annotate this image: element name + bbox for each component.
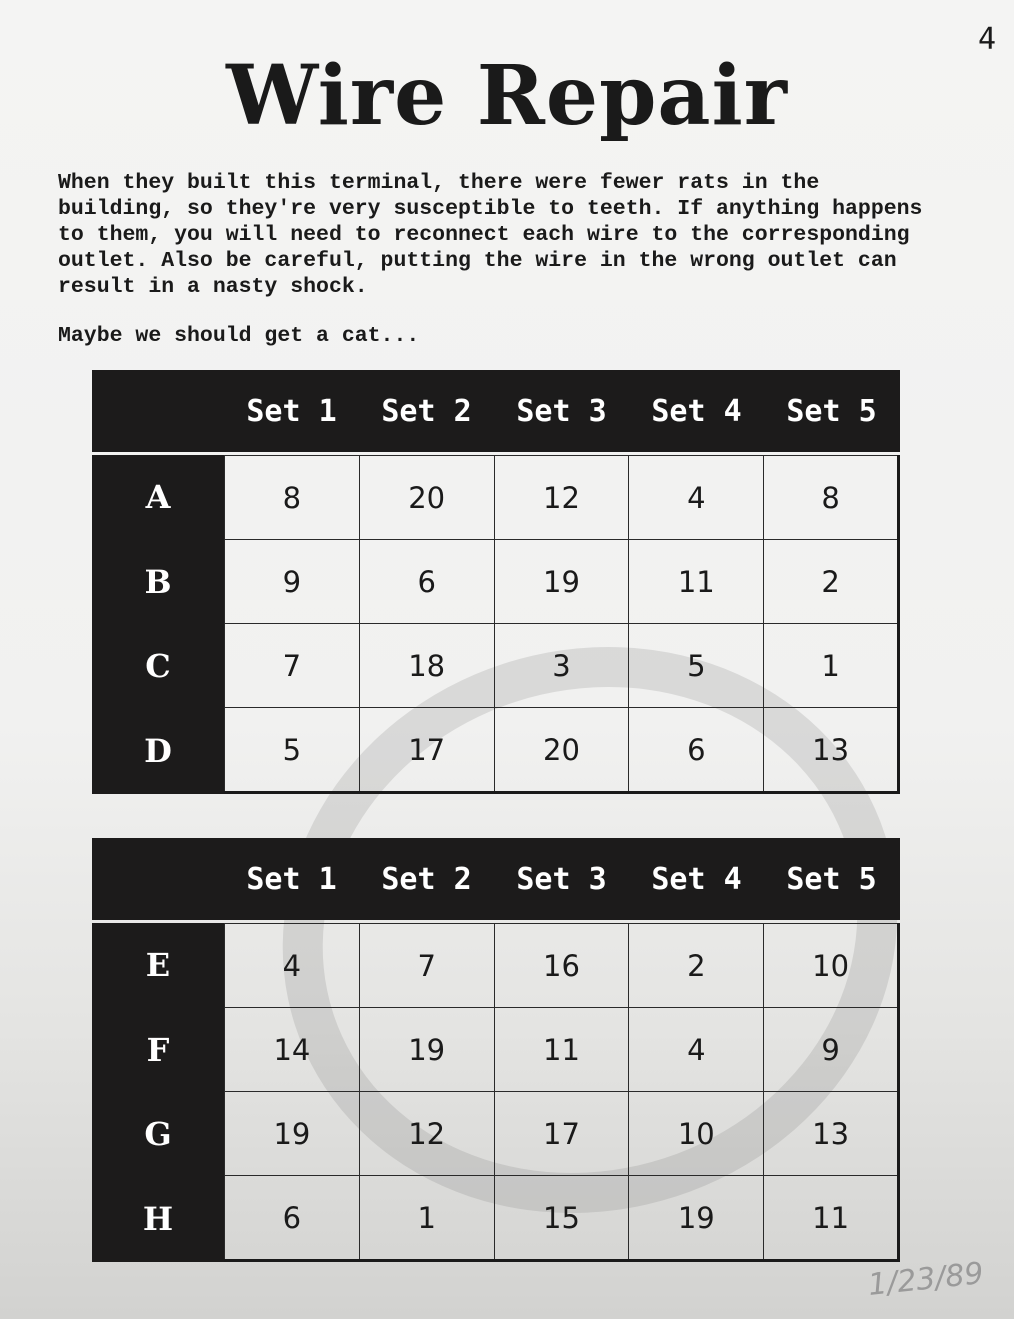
page-title: Wire Repair [226, 48, 788, 144]
table-cell: 19 [494, 540, 629, 624]
table-cell: 12 [494, 456, 629, 540]
handwritten-date: 1/23/89 [866, 1256, 986, 1303]
table-cell: 19 [359, 1008, 494, 1092]
column-header: Set 3 [516, 861, 607, 897]
table-cell: 2 [629, 924, 764, 1008]
header-corner [92, 838, 224, 920]
row-label: C [145, 647, 171, 686]
row-label: H [142, 1199, 174, 1238]
table-cell: 17 [359, 708, 494, 793]
column-header: Set 4 [651, 393, 742, 429]
table-cell: 4 [225, 924, 360, 1008]
table-row [225, 708, 899, 793]
table-cell: 7 [225, 624, 360, 708]
table-cell: 1 [359, 1176, 494, 1261]
table-cell: 9 [225, 540, 360, 624]
table-cell: 13 [764, 708, 899, 793]
column-header: Set 3 [516, 393, 607, 429]
table-cell: 19 [225, 1092, 360, 1176]
row-labels [92, 923, 224, 1262]
column-header: Set 5 [786, 393, 877, 429]
table-cell: 4 [629, 456, 764, 540]
table-cell: 11 [629, 540, 764, 624]
header-corner [92, 370, 224, 452]
table-row [225, 624, 899, 708]
table-row [225, 1176, 899, 1261]
table-cell: 16 [494, 924, 629, 1008]
table-row [225, 1092, 899, 1176]
table-header [92, 370, 900, 452]
column-header: Set 1 [246, 861, 337, 897]
table-cell: 12 [359, 1092, 494, 1176]
aside-note: Maybe we should get a cat... [58, 324, 420, 348]
table-cell: 8 [764, 456, 899, 540]
table-cell: 17 [494, 1092, 629, 1176]
table-cell: 11 [764, 1176, 899, 1261]
table-cell: 9 [764, 1008, 899, 1092]
table-cell: 3 [494, 624, 629, 708]
value-grid [224, 455, 900, 794]
column-header: Set 2 [381, 393, 472, 429]
table-cell: 14 [225, 1008, 360, 1092]
table-header [92, 838, 900, 920]
wire-table-2 [92, 838, 900, 1262]
table-cell: 10 [764, 924, 899, 1008]
row-label: F [146, 1030, 170, 1069]
table-cell: 7 [359, 924, 494, 1008]
table-row [225, 924, 899, 1008]
row-label: A [145, 478, 171, 517]
row-labels [92, 455, 224, 794]
intro-paragraph: When they built this terminal, there were fewer rats in the building, so they're very susceptible to teeth. If anything happens to them, you will need to reconnect each wire to the corresponding outlet. Also be careful, putting the wire in the wrong outlet can result in a nasty shock. [58, 171, 923, 299]
column-header: Set 5 [786, 861, 877, 897]
row-label: B [144, 562, 172, 601]
table-cell: 10 [629, 1092, 764, 1176]
table-row [225, 540, 899, 624]
table-row [225, 1008, 899, 1092]
table-cell: 11 [494, 1008, 629, 1092]
table-cell: 19 [629, 1176, 764, 1261]
wire-table-1 [92, 370, 900, 794]
row-label: E [145, 946, 171, 985]
table-cell: 20 [359, 456, 494, 540]
table-cell: 15 [494, 1176, 629, 1261]
table-cell: 4 [629, 1008, 764, 1092]
table-cell: 20 [494, 708, 629, 793]
table-cell: 18 [359, 624, 494, 708]
column-header: Set 2 [381, 861, 472, 897]
table-cell: 6 [629, 708, 764, 793]
table-cell: 1 [764, 624, 899, 708]
row-label: G [144, 1115, 172, 1154]
table-cell: 6 [225, 1176, 360, 1261]
value-grid [224, 923, 900, 1262]
table-cell: 8 [225, 456, 360, 540]
table-cell: 5 [629, 624, 764, 708]
row-label: D [144, 731, 172, 770]
column-header: Set 4 [651, 861, 742, 897]
table-row [225, 456, 899, 540]
table-cell: 2 [764, 540, 899, 624]
table-cell: 6 [359, 540, 494, 624]
page-number: 4 [977, 22, 996, 57]
table-cell: 5 [225, 708, 360, 793]
column-header: Set 1 [246, 393, 337, 429]
table-cell: 13 [764, 1092, 899, 1176]
